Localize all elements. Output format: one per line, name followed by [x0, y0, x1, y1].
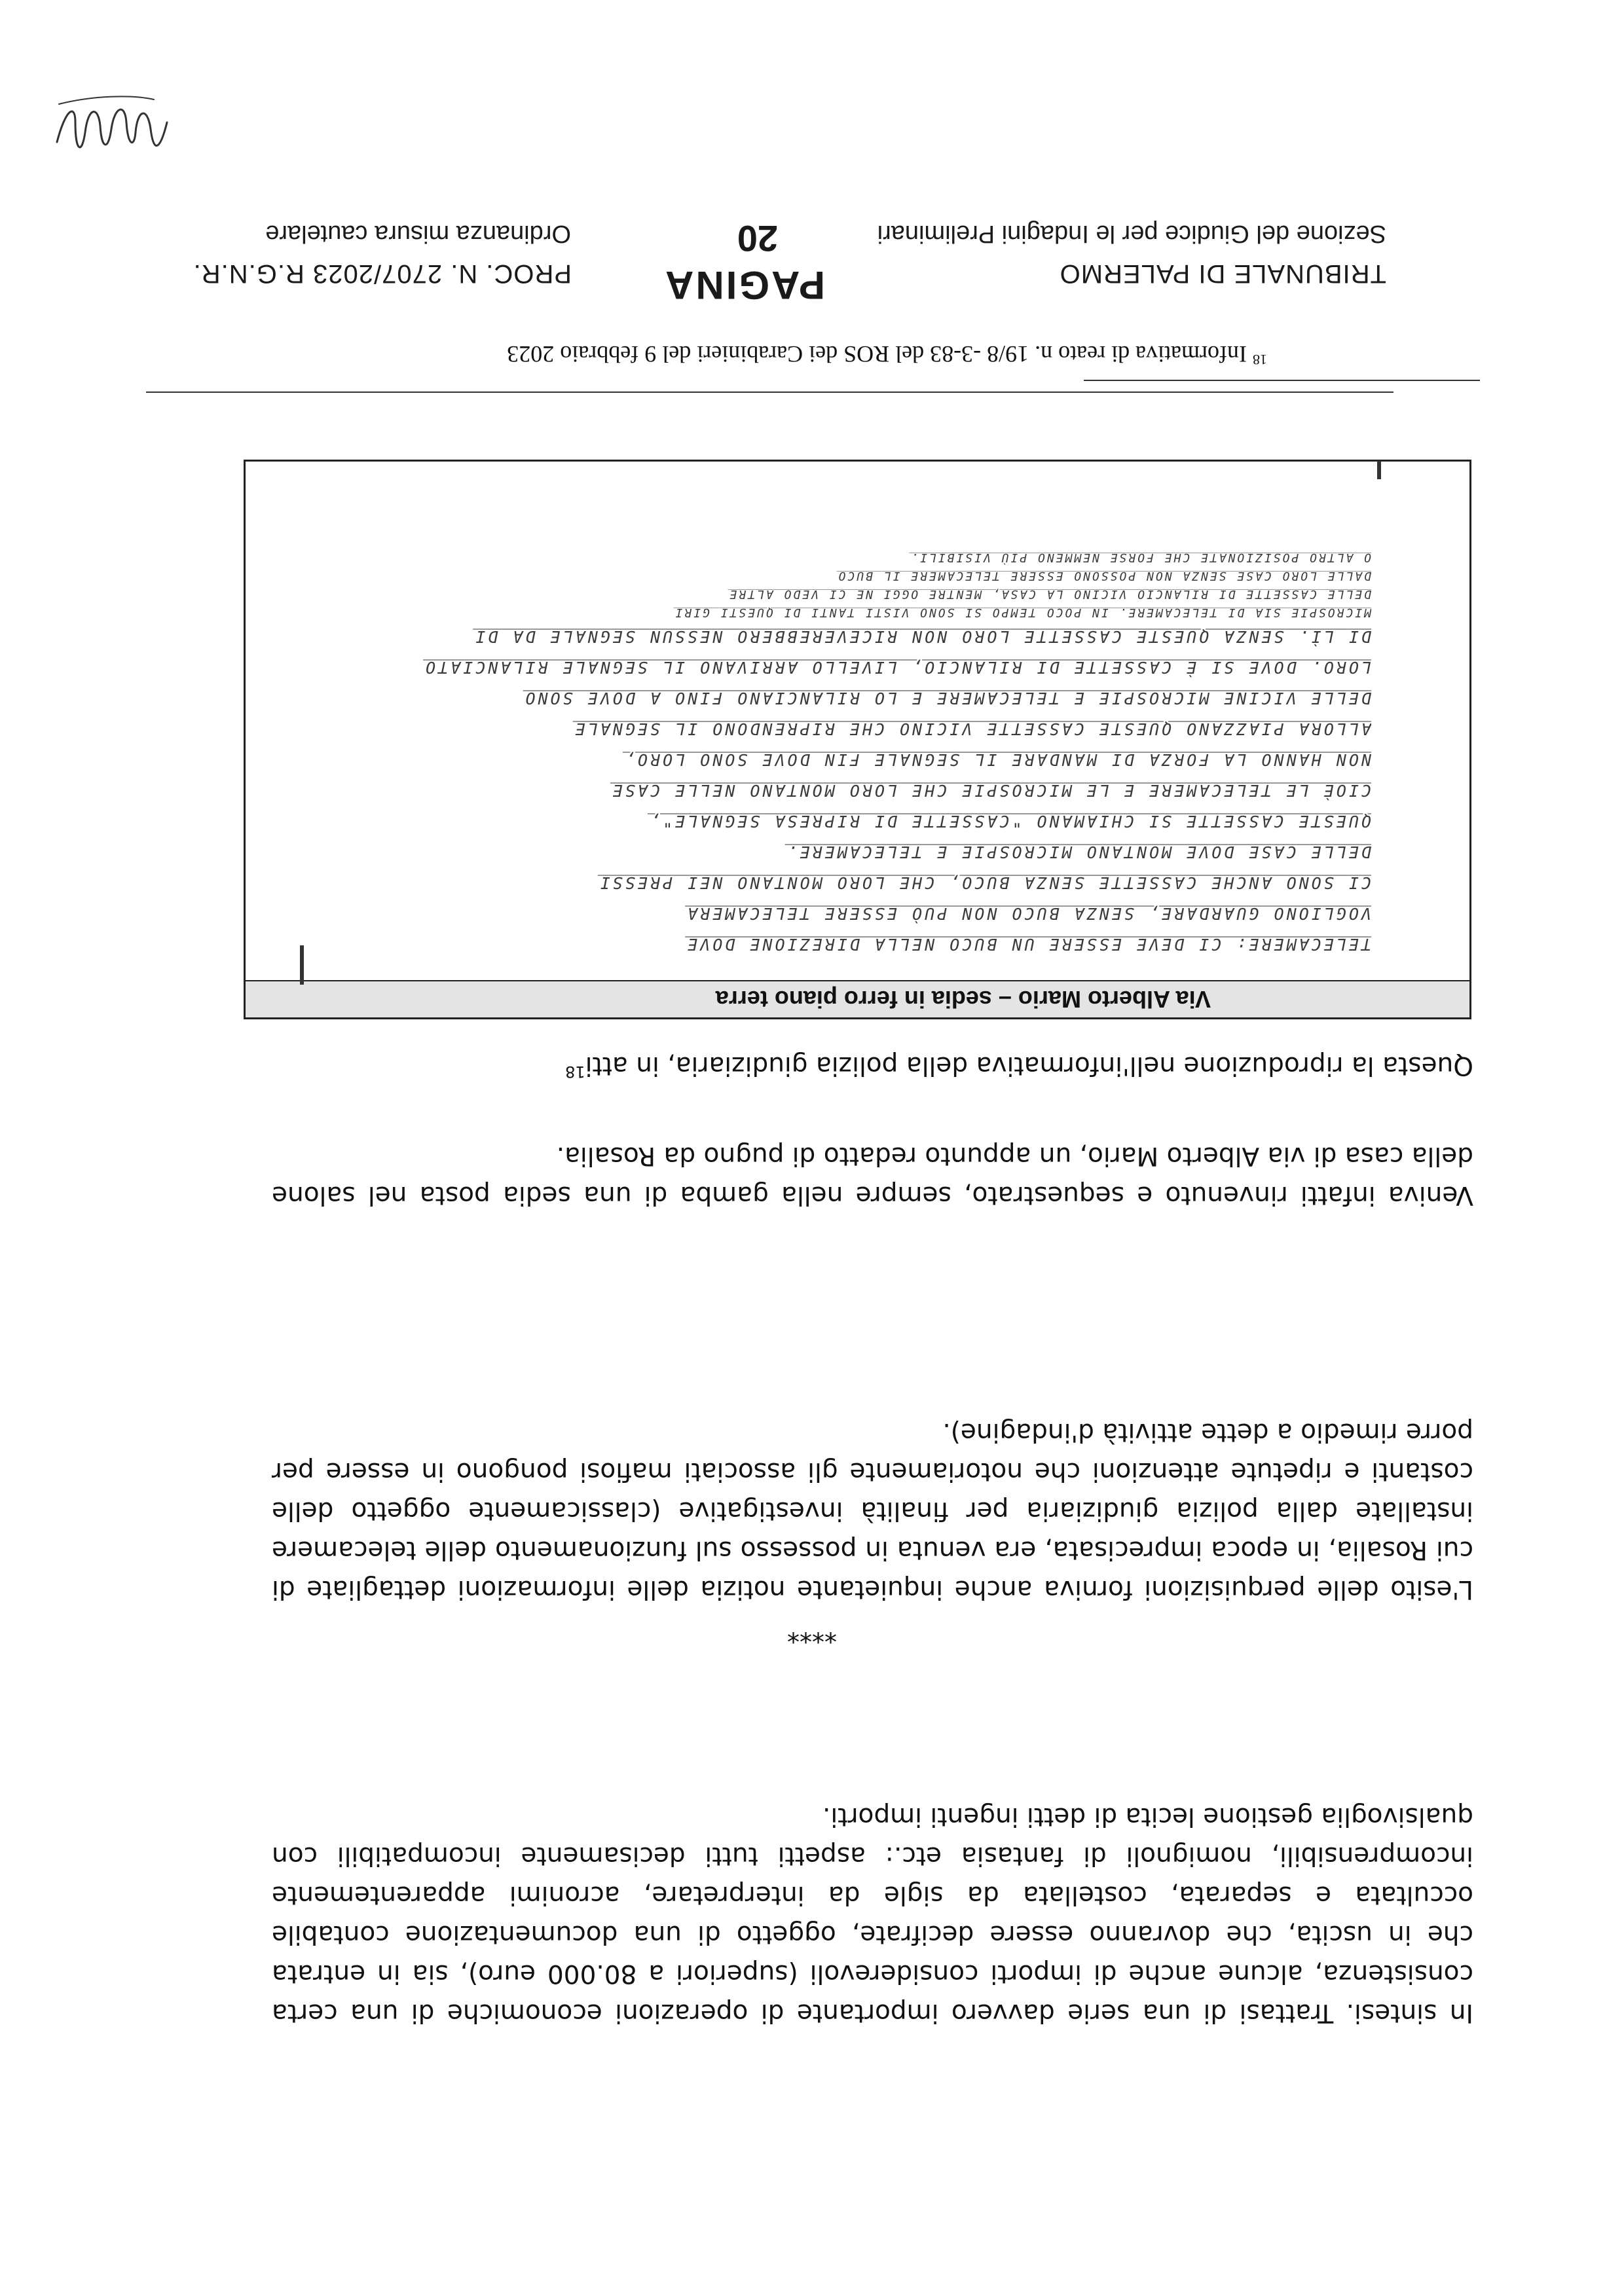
note-line: NON HANNO LA FORZA DI MANDARE IL SEGNALE FIN DOVE SONO LORO, — [622, 750, 1371, 769]
proceeding-number: PROC. N. 2707/2023 R.G.N.R. — [193, 259, 572, 288]
figure-caption — [246, 980, 1469, 1017]
note-line: ALLORA PIAZZANO QUESTE CASSETTE VICINO CHE RIPRENDONO IL SEGNALE — [572, 720, 1371, 738]
footnote-text: Informativa di reato n. 19/8 -3-83 del ROS dei Carabinieri del 9 febbraio 2023 — [507, 341, 1247, 367]
paragraph-reproduction-text: Questa la riproduzione nell'informativa della polizia giudiziaria, in atti — [585, 1051, 1473, 1080]
paragraph-summary: In sintesi. Trattasi di una serie davvero importante di operazioni economiche di una certa consistenza, alcune anche di importi considerevoli (superiori a 80.000 euro), sia in entrata che in uscita, che dovranno essere decifrate, oggetto di una documentazione contabile occultata e separata, costellata da sigle da interpretare, acronimi apparentemente incomprensibili, nomignoli di fantasia etc.: aspetti tutti decisamente incompatibili con qualsivoglia gestione lecita di detti ingenti importi. — [272, 1802, 1473, 2028]
section-separator: **** — [787, 1619, 837, 1648]
note-line: TELECAMERE: CI DEVE ESSERE UN BUCO NELLA DIREZIONE DOVE — [685, 935, 1371, 954]
note-line: DALLE LORO CASE SENZA NON POSSONO ESSERE TELECAMERE IL BUCO — [836, 569, 1371, 583]
figure-edge-mark — [1377, 461, 1381, 479]
court-section: Sezione del Giudice per le Indagini Preliminari — [877, 220, 1386, 247]
note-line: QUESTE CASSETTE SI CHIAMANO "CASSETTE DI RIPRESA SEGNALE", — [648, 812, 1371, 831]
document-type: Ordinanza misura cautelare — [265, 220, 571, 247]
paragraph-searches: L'esito delle perquisizioni forniva anche inquietante notizia delle informazioni dettagliate di cui Rosalia, in epoca imprecisata, era venuta in possesso sul funzionamento delle telecamere installate dalla polizia giudiziaria per finalità investigative (classicamente oggetto delle costanti e ripetute attenzioni che notoriamente gli associati mafiosi pongono in essere per porre rimedio a dette attività d'indagine). — [272, 1417, 1473, 1604]
footnote-number: 18 — [1253, 352, 1267, 368]
court-name: TRIBUNALE DI PALERMO — [1059, 259, 1386, 288]
note-line: O ALTRO POSIZIONATE CHE FORSE NEMMENO PIÙ VISIBILI. — [909, 551, 1371, 564]
page-number: 20 — [737, 218, 778, 259]
header-divider — [146, 392, 1393, 393]
note-line: DELLE CASE DOVE MONTANO MICROSPIE E TELECAMERE. — [784, 843, 1371, 862]
note-line: MICROSPIE SIA DI TELECAMERE. IN POCO TEMPO SI SONO VISTI TANTI DI QUESTI GIRI — [673, 606, 1371, 619]
note-line: DELLE VICINE MICROSPIE E TELECAMERE E LO RILANCIANO FINO A DOVE SONO — [523, 689, 1371, 708]
figure-caption-text: Via Alberto Mario – sedia in ferro piano terra — [715, 986, 1211, 1013]
note-line: DELLE CASSETTE DI RILANCIO VICINO LA CASA, MENTRE OGGI NE CI VEDO ALTRE — [728, 587, 1371, 601]
note-line: VOGLIONO GUARDARE, SENZA BUCO NON PUÒ ESSERE TELECAMERA — [685, 904, 1371, 923]
footnote — [507, 340, 1267, 368]
note-line: LORO. DOVE SI È CASSETTE DI RILANCIO, LIVELLO ARRIVANO IL SEGNALE RILANCIATO — [423, 658, 1371, 677]
paragraph-seizure: Veniva infatti rinvenuto e sequestrato, sempre nella gamba di una sedia posta nel salone della casa di via Alberto Mario, un appunto redatto di pugno da Rosalia. — [272, 1141, 1473, 1210]
note-line: CI SONO ANCHE CASSETTE SENZA BUCO, CHE LORO MONTANO NEI PRESSI — [597, 873, 1371, 892]
paragraph-reproduction — [272, 1046, 1473, 1091]
handwritten-note-figure — [244, 460, 1471, 1019]
footnote-reference: 18 — [565, 1063, 585, 1081]
page-label: PAGINA — [663, 263, 825, 307]
note-line: DI LÌ. SENZA QUESTE CASSETTE LORO NON RICEVEREBBERO NESSUN SEGNALE DA DI — [473, 627, 1371, 646]
footnote-divider — [1084, 380, 1480, 381]
handwritten-note — [297, 548, 1371, 960]
signature-mark — [49, 90, 174, 168]
note-line: CIOÈ LE TELECAMERE E LE MICROSPIE CHE LORO MONTANO NELLE CASE — [610, 781, 1371, 800]
